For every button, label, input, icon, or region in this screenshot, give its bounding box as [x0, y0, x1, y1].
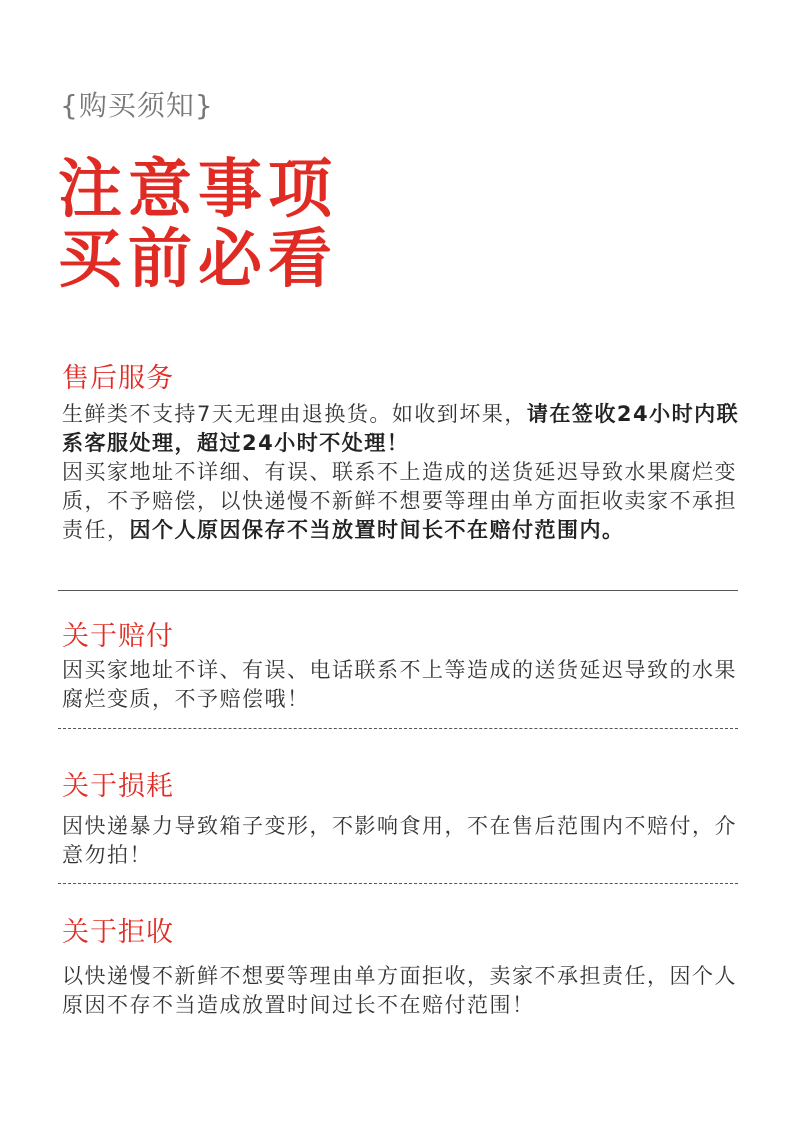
divider-solid [58, 590, 738, 591]
section-title-rejection: 关于拒收 [62, 917, 174, 948]
after-sales-bold-1: 请在签收24小时内联系客服处理，超过24小时不处理！ [62, 402, 740, 455]
section-body-rejection: 以快递慢不新鲜不想要等理由单方面拒收，卖家不承担责任，因个人原因不存不当造成放置时间过长不在赔付范围！ [62, 964, 737, 1017]
headline-line-1: 注意事项 [58, 153, 338, 227]
section-title-compensation: 关于赔付 [62, 621, 174, 652]
after-sales-text-2: 因买家地址不详细、有误、联系不上造成的送货延迟导致水果腐烂变质，不予赔偿，以快递慢不新鲜不想要等理由单方面拒收卖家不承担责任， [62, 460, 737, 542]
divider-dashed-1 [58, 728, 738, 729]
divider-dashed-2 [58, 883, 738, 884]
after-sales-text-1: 生鲜类不支持7天无理由退换货。如收到坏果， [62, 402, 527, 426]
section-body-damage: 因快递暴力导致箱子变形，不影响食用，不在售后范围内不赔付，介意勿拍！ [62, 814, 737, 867]
after-sales-bold-2: 因个人原因保存不当放置时间长不在赔付范围内。 [129, 518, 625, 542]
section-title-after-sales: 售后服务 [62, 363, 174, 394]
section-body-after-sales [62, 400, 742, 545]
section-body-compensation: 因买家地址不详、有误、电话联系不上等造成的送货延迟导致的水果腐烂变质，不予赔偿哦！ [62, 658, 737, 711]
headline-line-2: 买前必看 [58, 223, 338, 297]
subtitle: {购买须知} [60, 89, 214, 122]
section-title-damage: 关于损耗 [62, 771, 174, 802]
